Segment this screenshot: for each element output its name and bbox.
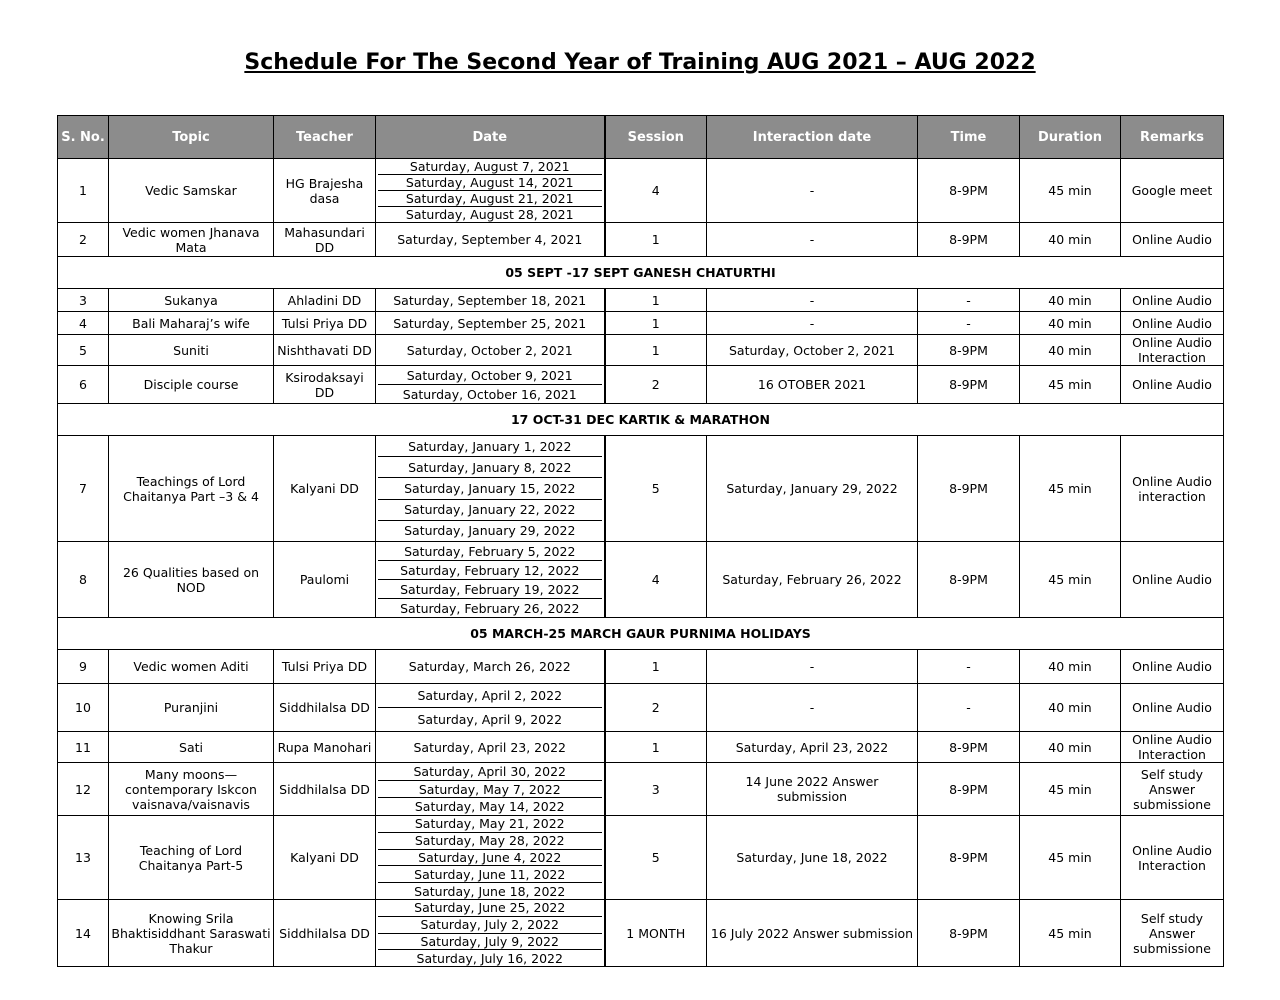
interaction-date-cell: 16 July 2022 Answer submission [707,900,918,967]
session-date: Saturday, January 8, 2022 [378,456,602,477]
duration-cell: 45 min [1020,159,1121,223]
time-cell: 8-9PM [918,335,1020,366]
serial-number: 14 [58,900,109,967]
time-cell: 8-9PM [918,732,1020,763]
header-teacher: Teacher [274,116,376,159]
remarks-cell: Online Audio Interaction [1121,816,1224,900]
date-cell [376,542,605,618]
table-row [58,436,1224,542]
duration-cell: 40 min [1020,312,1121,335]
session-cell: 1 [605,335,707,366]
teacher-cell: Kalyani DD [274,436,376,542]
page-title: Schedule For The Second Year of Training AUG 2021 – AUG 2022 [244,50,1036,75]
time-cell: 8-9PM [918,366,1020,404]
header-topic: Topic [109,116,274,159]
time-cell: 8-9PM [918,223,1020,257]
table-row [58,732,1224,763]
remarks-cell: Online Audio [1121,366,1224,404]
teacher-cell: Siddhilalsa DD [274,684,376,732]
topic-cell: Teachings of Lord Chaitanya Part –3 & 4 [109,436,274,542]
session-cell: 2 [605,366,707,404]
session-date: Saturday, January 22, 2022 [378,499,602,520]
header-row [58,116,1224,159]
table-row [58,289,1224,312]
duration-cell: 45 min [1020,542,1121,618]
teacher-cell: Paulomi [274,542,376,618]
session-date: Saturday, September 4, 2021 [397,232,583,247]
topic-cell: Vedic women Jhanava Mata [109,223,274,257]
date-cell [376,366,605,404]
duration-cell: 40 min [1020,684,1121,732]
session-cell: 1 [605,650,707,684]
serial-number: 6 [58,366,109,404]
interaction-date-cell: 16 OTOBER 2021 [707,366,918,404]
time-cell: - [918,312,1020,335]
topic-cell: Puranjini [109,684,274,732]
teacher-cell: HG Brajesha dasa [274,159,376,223]
date-list [378,336,602,365]
duration-cell: 40 min [1020,732,1121,763]
duration-cell: 40 min [1020,335,1121,366]
schedule-table [57,115,1224,967]
header-session: Session [605,116,707,159]
holiday-banner: 05 MARCH-25 MARCH GAUR PURNIMA HOLIDAYS [58,618,1224,650]
interaction-date-cell: - [707,312,918,335]
serial-number: 5 [58,335,109,366]
date-cell [376,816,605,900]
topic-cell: 26 Qualities based on NOD [109,542,274,618]
time-cell: 8-9PM [918,763,1020,816]
date-cell [376,312,605,335]
session-date: Saturday, May 21, 2022 [414,816,565,832]
teacher-cell: Siddhilalsa DD [274,763,376,816]
remarks-cell: Online Audio Interaction [1121,335,1224,366]
date-cell [376,732,605,763]
remarks-cell: Google meet [1121,159,1224,223]
interaction-date-cell: - [707,684,918,732]
interaction-date-cell: Saturday, February 26, 2022 [707,542,918,618]
session-date: Saturday, May 7, 2022 [378,780,602,798]
teacher-cell: Nishthavati DD [274,335,376,366]
time-cell: 8-9PM [918,900,1020,967]
duration-cell: 40 min [1020,650,1121,684]
duration-cell: 45 min [1020,366,1121,404]
session-date: Saturday, April 30, 2022 [413,763,566,779]
table-row [58,312,1224,335]
table-row [58,684,1224,732]
serial-number: 3 [58,289,109,312]
topic-cell: Bali Maharaj’s wife [109,312,274,335]
holiday-banner-row [58,257,1224,289]
date-cell [376,289,605,312]
remarks-cell: Online Audio interaction [1121,436,1224,542]
teacher-cell: Ahladini DD [274,289,376,312]
session-cell: 5 [605,816,707,900]
date-list [378,312,602,334]
date-list [378,763,602,815]
interaction-date-cell: 14 June 2022 Answer submission [707,763,918,816]
duration-cell: 45 min [1020,816,1121,900]
date-list [378,650,602,683]
session-date: Saturday, May 14, 2022 [378,797,602,815]
date-cell [376,159,605,223]
time-cell: - [918,650,1020,684]
session-date: Saturday, April 2, 2022 [417,688,563,703]
session-date: Saturday, September 25, 2021 [393,315,587,331]
table-row [58,650,1224,684]
table-row [58,335,1224,366]
remarks-cell: Online Audio [1121,542,1224,618]
date-list [378,159,602,222]
table-row [58,763,1224,816]
serial-number: 1 [58,159,109,223]
teacher-cell: Tulsi Priya DD [274,650,376,684]
teacher-cell: Rupa Manohari [274,732,376,763]
date-list [378,684,602,731]
time-cell: 8-9PM [918,436,1020,542]
interaction-date-cell: - [707,159,918,223]
time-cell: 8-9PM [918,542,1020,618]
remarks-cell: Online Audio [1121,312,1224,335]
teacher-cell: Tulsi Priya DD [274,312,376,335]
topic-cell: Sati [109,732,274,763]
session-date: Saturday, August 14, 2021 [378,174,602,190]
session-cell: 4 [605,542,707,618]
session-cell: 1 MONTH [605,900,707,967]
holiday-banner-row [58,618,1224,650]
holiday-banner: 17 OCT-31 DEC KARTIK & MARATHON [58,404,1224,436]
time-cell: 8-9PM [918,159,1020,223]
session-date: Saturday, July 16, 2022 [378,949,602,966]
date-list [378,289,602,311]
serial-number: 4 [58,312,109,335]
table-row [58,159,1224,223]
date-list [378,733,602,762]
date-list [378,816,602,899]
teacher-cell: Siddhilalsa DD [274,900,376,967]
date-cell [376,684,605,732]
duration-cell: 40 min [1020,223,1121,257]
remarks-cell: Online Audio [1121,684,1224,732]
date-list [378,223,602,256]
session-date: Saturday, October 9, 2021 [406,367,573,383]
teacher-cell: Mahasundari DD [274,223,376,257]
header-sno: S. No. [58,116,109,159]
topic-cell: Knowing Srila Bhaktisiddhant Saraswati Thakur [109,900,274,967]
duration-cell: 45 min [1020,763,1121,816]
session-date: Saturday, January 1, 2022 [408,438,572,454]
date-list [378,436,602,541]
serial-number: 10 [58,684,109,732]
session-cell: 2 [605,684,707,732]
teacher-cell: Kalyani DD [274,816,376,900]
header-duration: Duration [1020,116,1121,159]
table-row [58,366,1224,404]
date-cell [376,436,605,542]
remarks-cell: Self study Answer submissione [1121,763,1224,816]
session-date: Saturday, October 2, 2021 [406,342,573,358]
serial-number: 11 [58,732,109,763]
session-date: Saturday, January 29, 2022 [378,520,602,541]
session-date: Saturday, February 19, 2022 [378,579,602,598]
session-date: Saturday, July 2, 2022 [378,916,602,933]
topic-cell: Disciple course [109,366,274,404]
header-time: Time [918,116,1020,159]
date-cell [376,335,605,366]
serial-number: 2 [58,223,109,257]
remarks-cell: Self study Answer submissione [1121,900,1224,967]
serial-number: 13 [58,816,109,900]
header-remarks: Remarks [1121,116,1224,159]
session-date: Saturday, February 5, 2022 [404,543,576,559]
topic-cell: Many moons— contemporary Iskcon vaisnava/vaisnavis [109,763,274,816]
remarks-cell: Online Audio [1121,223,1224,257]
interaction-date-cell: Saturday, October 2, 2021 [707,335,918,366]
session-date: Saturday, April 9, 2022 [378,707,602,731]
session-date: Saturday, June 25, 2022 [414,900,566,916]
date-list [378,542,602,617]
session-cell: 1 [605,223,707,257]
topic-cell: Suniti [109,335,274,366]
session-cell: 3 [605,763,707,816]
session-date: Saturday, March 26, 2022 [408,659,571,674]
serial-number: 8 [58,542,109,618]
serial-number: 7 [58,436,109,542]
session-date: Saturday, February 26, 2022 [378,598,602,617]
duration-cell: 45 min [1020,436,1121,542]
table-row [58,223,1224,257]
table-row [58,542,1224,618]
interaction-date-cell: Saturday, April 23, 2022 [707,732,918,763]
topic-cell: Teaching of Lord Chaitanya Part-5 [109,816,274,900]
time-cell: - [918,684,1020,732]
interaction-date-cell: Saturday, January 29, 2022 [707,436,918,542]
session-date: Saturday, August 28, 2021 [378,206,602,222]
serial-number: 9 [58,650,109,684]
holiday-banner: 05 SEPT -17 SEPT GANESH CHATURTHI [58,257,1224,289]
session-cell: 1 [605,312,707,335]
session-date: Saturday, August 21, 2021 [378,190,602,206]
duration-cell: 40 min [1020,289,1121,312]
date-list [378,366,602,403]
session-date: Saturday, January 15, 2022 [378,477,602,498]
date-cell [376,900,605,967]
topic-cell: Sukanya [109,289,274,312]
session-cell: 5 [605,436,707,542]
duration-cell: 45 min [1020,900,1121,967]
session-cell: 4 [605,159,707,223]
session-date: Saturday, August 7, 2021 [409,159,570,174]
holiday-banner-row [58,404,1224,436]
session-cell: 1 [605,289,707,312]
serial-number: 12 [58,763,109,816]
session-date: Saturday, June 4, 2022 [378,849,602,866]
schedule-body [58,159,1224,967]
teacher-cell: Ksirodaksayi DD [274,366,376,404]
date-cell [376,650,605,684]
session-date: Saturday, September 18, 2021 [393,292,587,308]
date-cell [376,763,605,816]
table-row [58,816,1224,900]
session-date: Saturday, May 28, 2022 [378,832,602,849]
session-date: Saturday, February 12, 2022 [378,560,602,579]
interaction-date-cell: Saturday, June 18, 2022 [707,816,918,900]
date-list [378,900,602,966]
time-cell: - [918,289,1020,312]
session-date: Saturday, June 18, 2022 [378,882,602,899]
header-interaction: Interaction date [707,116,918,159]
date-cell [376,223,605,257]
interaction-date-cell: - [707,650,918,684]
session-cell: 1 [605,732,707,763]
table-row [58,900,1224,967]
remarks-cell: Online Audio [1121,289,1224,312]
session-date: Saturday, June 11, 2022 [378,865,602,882]
remarks-cell: Online Audio [1121,650,1224,684]
interaction-date-cell: - [707,223,918,257]
time-cell: 8-9PM [918,816,1020,900]
topic-cell: Vedic Samskar [109,159,274,223]
session-date: Saturday, April 23, 2022 [413,739,566,755]
remarks-cell: Online Audio Interaction [1121,732,1224,763]
interaction-date-cell: - [707,289,918,312]
header-date: Date [376,116,605,159]
topic-cell: Vedic women Aditi [109,650,274,684]
session-date: Saturday, October 16, 2021 [378,384,602,403]
session-date: Saturday, July 9, 2022 [378,933,602,950]
